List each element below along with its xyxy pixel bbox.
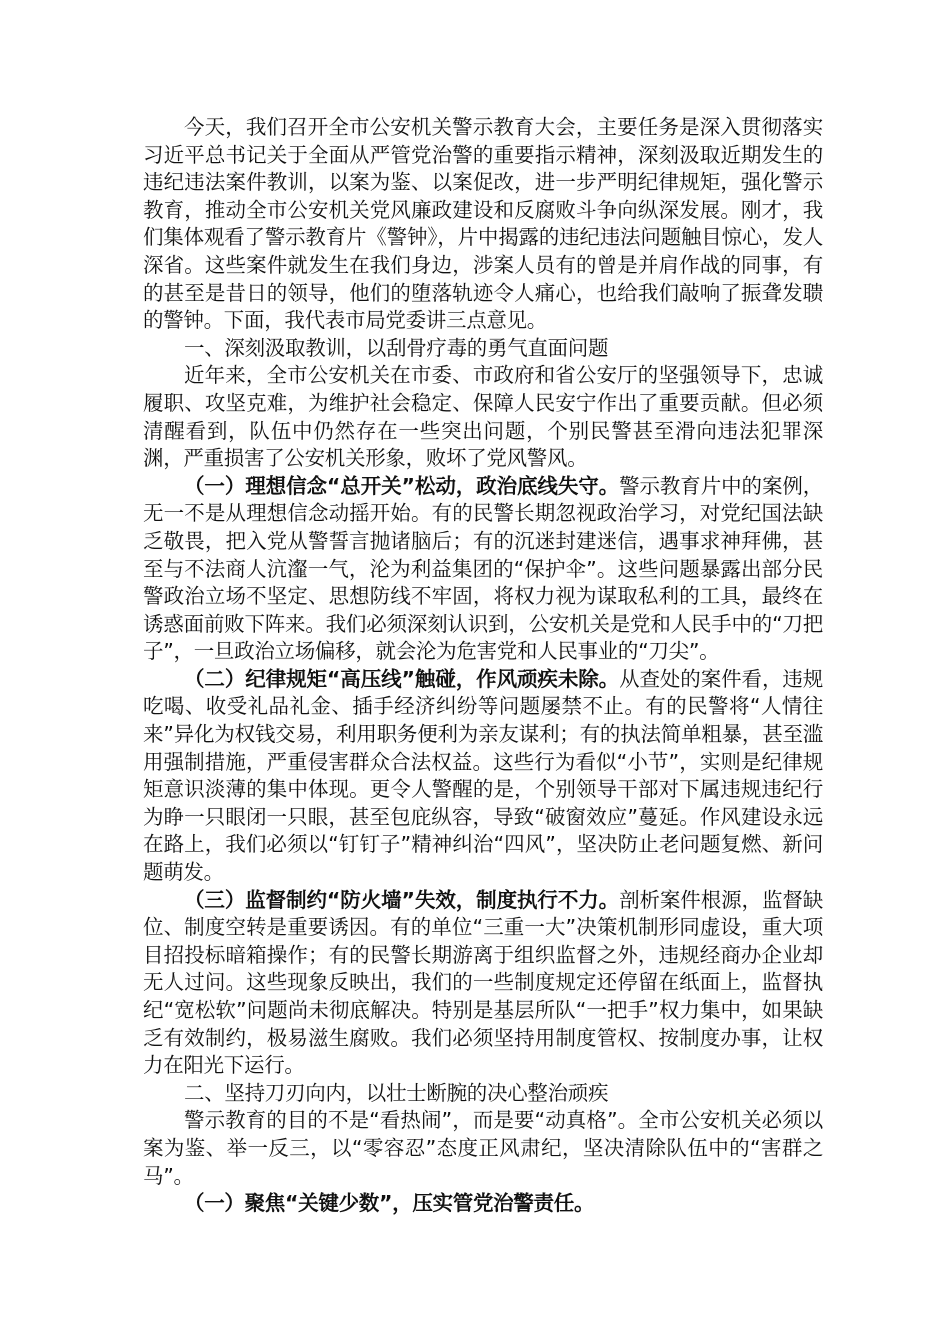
heading-text: 二、坚持刀刃向内，以壮士断腕的决心整治顽疾 bbox=[184, 1080, 609, 1105]
document-page bbox=[143, 114, 823, 1218]
opening-paragraph bbox=[143, 114, 823, 335]
section-heading-2 bbox=[143, 1080, 823, 1108]
paragraph-text: 近年来，全市公安机关在市委、市政府和省公安厅的坚强领导下，忠诚履职、攻坚克难，为维护社会稳定、保障人民安宁作出了重要贡献。但必须清醒看到，队伍中仍然存在一些突出问题，个别民警甚至滑向违法犯罪深渊，严重损害了公安机关形象，败坏了党风警风。 bbox=[143, 363, 823, 471]
paragraph-lead: （一）理想信念“总开关”松动，政治底线失守。 bbox=[184, 473, 620, 498]
paragraph-lead: （二）纪律规矩“高压线”触碰，作风顽疾未除。 bbox=[184, 666, 620, 691]
paragraph-text: 剖析案件根源，监督缺位、制度空转是重要诱因。有的单位“三重一大”决策机制形同虚设，重大项目招投标暗箱操作；有的民警长期游离于组织监督之外，违规经商办企业却无人过问。这些现象反映出，我们的一些制度规定还停留在纸面上，监督执纪“宽松软”问题尚未彻底解决。特别是基层所队“一把手”权力集中，如果缺乏有效制约，极易滋生腐败。我们必须坚持用制度管权、按制度办事，让权力在阳光下运行。 bbox=[143, 887, 823, 1078]
section-2-point-1-paragraph bbox=[143, 1190, 823, 1218]
section-1-point-3-paragraph bbox=[143, 887, 823, 1080]
paragraph-lead: （一）聚焦“关键少数”，压实管党治警责任。 bbox=[184, 1191, 595, 1216]
paragraph-text: 今天，我们召开全市公安机关警示教育大会，主要任务是深入贯彻落实习近平总书记关于全面从严管党治警的重要指示精神，深刻汲取近期发生的违纪违法案件教训，以案为鉴、以案促改，进一步严明纪律规矩，强化警示教育，推动全市公安机关党风廉政建设和反腐败斗争向纵深发展。刚才，我们集体观看了警示教育片《警钟》，片中揭露的违纪违法问题触目惊心，发人深省。这些案件就发生在我们身边，涉案人员有的曾是并肩作战的同事，有的甚至是昔日的领导，他们的堕落轨迹令人痛心，也给我们敲响了振聋发聩的警钟。下面，我代表市局党委讲三点意见。 bbox=[143, 115, 823, 333]
paragraph-text: 警示教育片中的案例，无一不是从理想信念动摇开始。有的民警长期忽视政治学习，对党纪国法缺乏敬畏，把入党从警誓言抛诸脑后；有的沉迷封建迷信，遇事求神拜佛，甚至与不法商人沆瀣一气，沦为利益集团的“保护伞”。这些问题暴露出部分民警政治立场不坚定、思想防线不牢固，将权力视为谋取私利的工具，最终在诱惑面前败下阵来。我们必须深刻认识到，公安机关是党和人民手中的“刀把子”，一旦政治立场偏移，就会沦为危害党和人民事业的“刀尖”。 bbox=[143, 473, 823, 664]
section-1-point-2-paragraph bbox=[143, 666, 823, 887]
section-1-intro-paragraph bbox=[143, 362, 823, 472]
heading-text: 一、深刻汲取教训，以刮骨疗毒的勇气直面问题 bbox=[184, 335, 609, 360]
paragraph-text: 从查处的案件看，违规吃喝、收受礼品礼金、插手经济纠纷等问题屡禁不止。有的民警将“人情往来”异化为权钱交易，利用职务便利为亲友谋利；有的执法简单粗暴，甚至滥用强制措施，严重侵害群众合法权益。这些行为看似“小节”，实则是纪律规矩意识淡薄的集中体现。更令人警醒的是，个别领导干部对下属违规违纪行为睁一只眼闭一只眼，甚至包庇纵容，导致“破窗效应”蔓延。作风建设永远在路上，我们必须以“钉钉子”精神纠治“四风”，坚决防止老问题复燃、新问题萌发。 bbox=[143, 666, 823, 885]
section-heading-1 bbox=[143, 335, 823, 363]
paragraph-text: 警示教育的目的不是“看热闹”，而是要“动真格”。全市公安机关必须以案为鉴、举一反三，以“零容忍”态度正风肃纪，坚决清除队伍中的“害群之马”。 bbox=[143, 1108, 823, 1188]
paragraph-lead: （三）监督制约“防火墙”失效，制度执行不力。 bbox=[184, 887, 620, 912]
section-1-point-1-paragraph bbox=[143, 473, 823, 666]
section-2-intro-paragraph bbox=[143, 1107, 823, 1190]
